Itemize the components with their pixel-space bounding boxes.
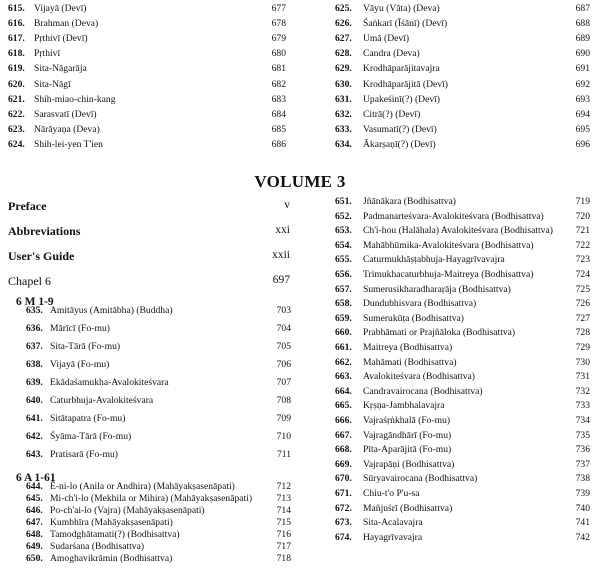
entry-title: Maitreya (Bodhisattva)	[363, 342, 453, 353]
toc-entry	[0, 550, 300, 568]
entry-number: 619.	[8, 63, 25, 75]
entry-number: 655.	[335, 254, 352, 266]
front-matter-page: xxi	[275, 224, 290, 236]
entry-page: 741	[575, 517, 590, 529]
entry-number: 674.	[335, 531, 352, 543]
entry-title: Po-ch'ai-lo (Vajra) (Mahāyakṣasenāpati)	[50, 505, 205, 516]
entry-page: 716	[276, 529, 291, 540]
entry-title: Ekādaśamukha-Avalokiteśvara	[50, 377, 169, 388]
toc-entry	[0, 338, 300, 356]
entry-title: Kṛṣṇa-Jambhalavajra	[363, 400, 445, 412]
entry-number: 646.	[26, 505, 43, 516]
entry-title: Candravairocana (Bodhisattva)	[363, 385, 483, 397]
entry-number: 653.	[335, 225, 352, 237]
entry-number: 631.	[335, 93, 352, 105]
entry-title: Hayagrīvavajra	[363, 531, 423, 543]
entry-number: 626.	[335, 18, 352, 30]
entry-number: 670.	[335, 473, 352, 485]
entry-number: 661.	[335, 342, 352, 353]
entry-page: 736	[575, 444, 590, 456]
entry-page: 688	[575, 18, 590, 30]
entry-title: Vajragāndhārī (Fo-mu)	[363, 429, 452, 441]
entry-number: 652.	[335, 210, 352, 222]
entry-page: 731	[575, 371, 590, 383]
entry-number: 642.	[26, 431, 43, 442]
entry-title: Caturbhuja-Avalokiteśvara	[50, 395, 154, 406]
right-entries	[300, 193, 600, 556]
entry-number: 630.	[335, 78, 352, 90]
volume-heading: VOLUME 3	[254, 172, 346, 191]
entry-title: Padmanarteśvara-Avalokiteśvara (Bodhisattva)	[363, 210, 544, 222]
entry-title: Umā (Devī)	[363, 33, 410, 45]
entry-page: 690	[575, 48, 590, 60]
front-matter-title: Abbreviations	[8, 224, 81, 238]
entry-number: 620.	[8, 78, 25, 90]
entry-page: 720	[575, 210, 590, 222]
entry-number: 647.	[26, 517, 43, 528]
entry-title: Mañjuśrī (Bodhisattva)	[363, 502, 453, 514]
entry-number: 634.	[335, 138, 352, 150]
entry-number: 640.	[26, 395, 43, 406]
front-matter-page: xxii	[272, 249, 290, 261]
toc-entry	[0, 446, 300, 464]
entry-title: Ch'i-hou (Halāhala) Avalokiteśvara (Bodhisattva)	[363, 225, 553, 237]
entry-title: Amoghavikrāmin (Bodhisattva)	[50, 553, 173, 564]
entry-number: 649.	[26, 541, 43, 552]
entry-page: 726	[575, 298, 590, 310]
entry-page: 703	[276, 305, 291, 316]
entry-page: 719	[575, 196, 590, 207]
entry-number: 616.	[8, 18, 25, 30]
toc-entry	[0, 136, 300, 154]
entry-page: 740	[575, 502, 590, 514]
entry-title: Krodhāparājitā (Devī)	[363, 78, 448, 90]
entry-title: Sumerusikharadharaṛāja (Bodhisattva)	[363, 283, 511, 295]
section-heading-a: 6 A 1-61	[16, 472, 56, 484]
entry-page: 713	[276, 493, 291, 504]
entry-page: 682	[271, 78, 286, 90]
entry-title: Shih-lei-yen T'ien	[34, 138, 103, 150]
entry-page: 711	[276, 449, 291, 460]
entry-number: 669.	[335, 458, 352, 470]
m-entries	[0, 302, 300, 477]
entry-number: 636.	[26, 323, 43, 334]
entry-page: 724	[575, 269, 590, 280]
toc-entry	[0, 374, 300, 392]
entry-page: 727	[575, 312, 590, 324]
entry-title: Pṛthivī (Devī)	[34, 33, 88, 45]
entry-page: 729	[575, 342, 590, 353]
entry-number: 639.	[26, 377, 43, 388]
entry-page: 691	[575, 63, 590, 75]
toc-entry	[0, 320, 300, 338]
entry-page: 705	[276, 341, 291, 352]
entry-title: Dundubhisvara (Bodhisattva)	[363, 298, 477, 310]
entry-title: Brahman (Deva)	[34, 18, 99, 30]
toc-entry	[0, 356, 300, 374]
entry-number: 657.	[335, 283, 352, 295]
entry-title: Vāyu (Vāta) (Deva)	[363, 3, 440, 14]
front-matter-page: v	[284, 199, 290, 211]
entry-page: 737	[575, 458, 590, 470]
front-matter-page: 697	[272, 274, 290, 286]
entry-title: Śyāma-Tārā (Fo-mu)	[50, 431, 132, 442]
entry-page: 733	[575, 400, 590, 412]
entry-page: 693	[575, 93, 590, 105]
entry-page: 728	[575, 327, 590, 339]
entry-page: 692	[575, 78, 590, 90]
entry-page: 725	[575, 283, 590, 295]
entry-title: Sūryavairocana (Bodhisattva)	[363, 473, 478, 485]
entry-page: 684	[271, 108, 286, 120]
entry-page: 723	[575, 254, 590, 266]
entry-title: Sudarśana (Bodhisattva)	[50, 541, 145, 552]
entry-number: 615.	[8, 3, 25, 14]
a-entries	[0, 478, 300, 564]
entry-number: 621.	[8, 93, 25, 105]
toc-entry	[300, 529, 600, 547]
entry-title: Sita-Tārā (Fo-mu)	[50, 341, 121, 352]
entry-number: 624.	[8, 138, 25, 150]
front-matter-title: Chapel 6	[8, 274, 51, 288]
toc-entry	[0, 410, 300, 428]
entry-title: Shih-miao-chin-kang	[34, 93, 116, 105]
entry-page: 738	[575, 473, 590, 485]
entry-page: 712	[276, 481, 291, 492]
entry-page: 707	[276, 377, 291, 388]
entry-number: 668.	[335, 444, 352, 456]
toc-entry	[300, 136, 600, 154]
entry-number: 625.	[335, 3, 352, 14]
entry-page: 680	[271, 48, 286, 60]
entry-title: Trimukhacaturbhuja-Maitreya (Bodhisattva)	[363, 269, 534, 280]
entry-page: 717	[276, 541, 291, 552]
entry-number: 623.	[8, 123, 25, 135]
entry-number: 672.	[335, 502, 352, 514]
entry-number: 673.	[335, 517, 352, 529]
entry-page: 679	[271, 33, 286, 45]
entry-page: 718	[276, 553, 291, 564]
entry-number: 628.	[335, 48, 352, 60]
entry-page: 730	[575, 356, 590, 368]
entry-number: 651.	[335, 196, 352, 207]
entry-number: 666.	[335, 415, 352, 426]
entry-page: 722	[575, 239, 590, 251]
entry-title: Tamodghātamati(?) (Bodhisattva)	[50, 529, 180, 540]
entry-title: Sita-Acalavajra	[363, 517, 423, 529]
top-left-column	[0, 0, 300, 150]
entry-number: 663.	[335, 371, 352, 383]
entry-page: 721	[575, 225, 590, 237]
entry-number: 635.	[26, 305, 43, 316]
entry-page: 710	[276, 431, 291, 442]
entry-number: 629.	[335, 63, 352, 75]
toc-entry	[0, 392, 300, 410]
entry-page: 696	[575, 138, 590, 150]
entry-title: Caturmukhāṣṭabhuja-Hayagrīvavajra	[363, 254, 505, 266]
entry-number: 667.	[335, 429, 352, 441]
entry-number: 645.	[26, 493, 43, 504]
entry-title: Prabhāmati or Prajñāloka (Bodhisattva)	[363, 327, 516, 339]
entry-number: 627.	[335, 33, 352, 45]
entry-page: 689	[575, 33, 590, 45]
entry-number: 641.	[26, 413, 43, 424]
entry-number: 650.	[26, 553, 43, 564]
entry-page: 686	[271, 138, 286, 150]
entry-page: 695	[575, 123, 590, 135]
entry-title: Sarasvatī (Devī)	[34, 108, 97, 120]
entry-number: 637.	[26, 341, 43, 352]
entry-title: Vasumatī(?) (Devī)	[363, 123, 437, 135]
toc-entry	[0, 302, 300, 320]
entry-title: Ē-ni-lo (Anila or Andhira) (Mahāyakṣasenāpati)	[50, 481, 235, 492]
entry-number: 664.	[335, 385, 352, 397]
entry-number: 644.	[26, 481, 43, 492]
entry-number: 654.	[335, 239, 352, 251]
entry-title: Vajrapāṇi (Bodhisattva)	[363, 458, 455, 470]
entry-number: 632.	[335, 108, 352, 120]
entry-title: Mārīcī (Fo-mu)	[50, 323, 110, 334]
entry-title: Avalokiteśvara (Bodhisattva)	[363, 371, 475, 383]
section-heading-m: 6 M 1-9	[16, 296, 54, 308]
entry-title: Krodhāparājitavajra	[363, 63, 440, 75]
entry-title: Vijayā (Fo-mu)	[50, 359, 110, 370]
entry-title: Pīta-Aparājitā (Fo-mu)	[363, 444, 452, 456]
entry-page: 681	[271, 63, 286, 75]
entry-title: Kumbhīra (Mahāyakṣasenāpati)	[50, 517, 173, 528]
entry-title: Śaṅkarī (Īśānī) (Devī)	[363, 18, 448, 30]
front-matter	[0, 195, 300, 295]
entry-title: Sita-Nāgī	[34, 78, 71, 90]
entry-title: Jñānākara (Bodhisattva)	[363, 196, 456, 207]
entry-page: 678	[271, 18, 286, 30]
entry-number: 648.	[26, 529, 43, 540]
entry-number: 659.	[335, 312, 352, 324]
top-right-column	[300, 0, 600, 150]
entry-page: 694	[575, 108, 590, 120]
entry-title: Chiu-t'o P'u-sa	[363, 488, 420, 499]
entry-page: 732	[575, 385, 590, 397]
entry-number: 618.	[8, 48, 25, 60]
entry-title: Nārāyaṇa (Deva)	[34, 123, 100, 135]
entry-page: 685	[271, 123, 286, 135]
front-matter-title: User's Guide	[8, 249, 75, 263]
entry-title: Vijayā (Devī)	[34, 3, 87, 14]
entry-page: 715	[276, 517, 291, 528]
entry-title: Vajraśṛṅkhalā (Fo-mu)	[363, 415, 451, 426]
entry-title: Upakeśinī(?) (Devī)	[363, 93, 440, 105]
entry-page: 706	[276, 359, 291, 370]
entry-number: 658.	[335, 298, 352, 310]
entry-title: Mahābhūmika-Avalokiteśvara (Bodhisattva)	[363, 239, 534, 251]
entry-page: 739	[575, 488, 590, 499]
entry-page: 683	[271, 93, 286, 105]
entry-page: 704	[276, 323, 291, 334]
entry-number: 633.	[335, 123, 352, 135]
entry-number: 662.	[335, 356, 352, 368]
entry-page: 709	[276, 413, 291, 424]
entry-title: Sitātapatra (Fo-mu)	[50, 413, 126, 424]
entry-number: 622.	[8, 108, 25, 120]
entry-title: Citrā(?) (Devī)	[363, 108, 421, 120]
entry-title: Mahāmati (Bodhisattva)	[363, 356, 457, 368]
entry-title: Amitāyus (Amitābha) (Buddha)	[50, 305, 173, 316]
entry-number: 665.	[335, 400, 352, 412]
entry-number: 643.	[26, 449, 43, 460]
entry-number: 671.	[335, 488, 352, 499]
entry-title: Pratisarā (Fo-mu)	[50, 449, 118, 460]
entry-number: 656.	[335, 269, 352, 280]
entry-number: 638.	[26, 359, 43, 370]
entry-title: Sumerukūṭa (Bodhisattva)	[363, 312, 464, 324]
entry-title: Pṛthivī	[34, 48, 61, 60]
toc-entry	[0, 428, 300, 446]
entry-page: 687	[575, 3, 590, 14]
entry-page: 708	[276, 395, 291, 406]
front-matter-title: Preface	[8, 199, 47, 213]
entry-number: 660.	[335, 327, 352, 339]
entry-page: 735	[575, 429, 590, 441]
entry-page: 734	[575, 415, 590, 426]
entry-page: 742	[575, 531, 590, 543]
entry-page: 714	[276, 505, 291, 516]
entry-title: Ākarṣaṇī(?) (Devī)	[363, 138, 436, 150]
entry-title: Sita-Nāgarāja	[34, 63, 87, 75]
entry-title: Mi-ch'i-lo (Mekhila or Mihira) (Mahāyakṣasenāpati)	[50, 493, 253, 504]
entry-page: 677	[271, 3, 286, 14]
entry-title: Candra (Deva)	[363, 48, 420, 60]
entry-number: 617.	[8, 33, 25, 45]
